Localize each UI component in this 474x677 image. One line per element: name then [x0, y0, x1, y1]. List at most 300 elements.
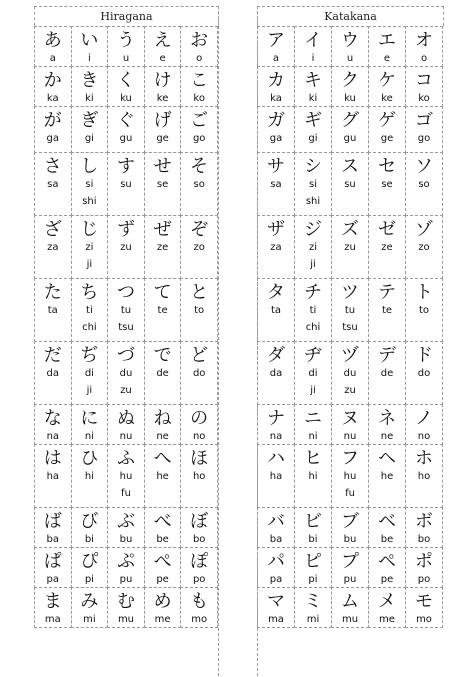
katakana-character: ム: [341, 591, 359, 612]
katakana-cell: [294, 215, 332, 279]
hiragana-romaji: ba: [46, 534, 60, 545]
katakana-cell: [257, 26, 295, 67]
katakana-cell: [368, 341, 406, 405]
hiragana-romaji: hu: [119, 471, 133, 482]
hiragana-character: せ: [153, 156, 172, 177]
katakana-row: [257, 106, 444, 152]
hiragana-row: [34, 106, 219, 152]
hiragana-romaji: chi: [82, 322, 97, 333]
hiragana-grid: [34, 26, 219, 627]
hiragana-romaji: ni: [84, 431, 94, 442]
katakana-character: プ: [341, 551, 359, 572]
katakana-cell: [257, 278, 295, 342]
katakana-cell: [368, 278, 406, 342]
katakana-romaji: zu: [344, 242, 356, 253]
katakana-cell: [294, 444, 332, 508]
katakana-character: ツ: [341, 282, 359, 303]
hiragana-romaji: zi: [85, 242, 94, 253]
katakana-row: [257, 404, 444, 444]
hiragana-romaji: pu: [119, 574, 133, 585]
katakana-character: ザ: [267, 219, 285, 240]
hiragana-cell: [34, 106, 72, 153]
hiragana-character: ぺ: [153, 551, 172, 572]
hiragana-character: き: [80, 70, 99, 91]
katakana-cell: [405, 215, 443, 279]
katakana-romaji: a: [272, 53, 280, 64]
katakana-romaji: go: [417, 133, 431, 144]
katakana-romaji: chi: [305, 322, 321, 333]
katakana-cell: [257, 341, 295, 405]
hiragana-character: べ: [153, 511, 172, 532]
hiragana-character: ぱ: [43, 551, 62, 572]
hiragana-cell: [107, 341, 145, 405]
hiragana-character: し: [80, 156, 99, 177]
katakana-romaji: ni: [308, 431, 318, 442]
hiragana-romaji: ne: [156, 431, 169, 442]
hiragana-cell: [180, 26, 218, 67]
katakana-cell: [405, 341, 443, 405]
katakana-romaji: se: [381, 179, 393, 190]
hiragana-cell: [71, 106, 109, 153]
hiragana-character: け: [153, 70, 172, 91]
katakana-character: ベ: [378, 511, 396, 532]
hiragana-character: は: [43, 448, 62, 469]
katakana-cell: [368, 547, 406, 588]
hiragana-romaji: ta: [47, 305, 58, 316]
hiragana-romaji: ji: [86, 259, 93, 270]
hiragana-character: え: [153, 30, 172, 51]
hiragana-romaji: du: [119, 368, 133, 379]
hiragana-romaji: do: [192, 368, 206, 379]
katakana-romaji: to: [418, 305, 430, 316]
katakana-cell: [368, 444, 406, 508]
katakana-romaji: so: [418, 179, 430, 190]
hiragana-character: づ: [116, 345, 135, 366]
hiragana-character: ぞ: [190, 219, 209, 240]
katakana-cell: [368, 66, 406, 107]
hiragana-character: す: [116, 156, 135, 177]
hiragana-cell: [144, 341, 182, 405]
katakana-romaji: sa: [270, 179, 282, 190]
katakana-row: [257, 278, 444, 341]
katakana-romaji: su: [344, 179, 356, 190]
hiragana-character: ざ: [43, 219, 62, 240]
katakana-character: メ: [378, 591, 396, 612]
katakana-character: ネ: [378, 408, 396, 429]
hiragana-cell: [107, 26, 145, 67]
hiragana-character: と: [190, 282, 209, 303]
katakana-character: カ: [267, 70, 285, 91]
katakana-character: ケ: [378, 70, 396, 91]
hiragana-character: ぽ: [190, 551, 209, 572]
katakana-cell: [368, 215, 406, 279]
hiragana-character: な: [43, 408, 62, 429]
hiragana-cell: [180, 547, 218, 588]
hiragana-cell: [107, 215, 145, 279]
katakana-character: ド: [415, 345, 433, 366]
katakana-cell: [294, 341, 332, 405]
katakana-romaji: ko: [418, 93, 430, 104]
katakana-character: タ: [267, 282, 285, 303]
hiragana-romaji: shi: [82, 196, 97, 207]
hiragana-cell: [180, 152, 218, 216]
hiragana-romaji: o: [196, 53, 203, 64]
katakana-romaji: pi: [308, 574, 318, 585]
katakana-cell: [331, 278, 369, 342]
katakana-romaji: bi: [308, 534, 318, 545]
hiragana-cell: [71, 587, 109, 628]
hiragana-romaji: ze: [156, 242, 169, 253]
katakana-romaji: ne: [380, 431, 394, 442]
katakana-romaji: gu: [343, 133, 357, 144]
hiragana-cell: [71, 26, 109, 67]
katakana-romaji: nu: [343, 431, 357, 442]
hiragana-cell: [107, 66, 145, 107]
katakana-cell: [257, 587, 295, 628]
katakana-romaji: mu: [341, 614, 359, 625]
katakana-romaji: si: [309, 179, 317, 190]
katakana-character: イ: [304, 30, 322, 51]
katakana-romaji: pa: [269, 574, 283, 585]
katakana-character: ハ: [267, 448, 285, 469]
katakana-row: [257, 507, 444, 547]
hiragana-character: め: [153, 591, 172, 612]
hiragana-character: ず: [116, 219, 135, 240]
hiragana-romaji: da: [46, 368, 60, 379]
katakana-row: [257, 215, 444, 278]
hiragana-cell: [144, 404, 182, 445]
hiragana-row: [34, 215, 219, 278]
katakana-character: ビ: [304, 511, 322, 532]
katakana-character: テ: [378, 282, 396, 303]
hiragana-character: が: [43, 110, 62, 131]
katakana-romaji: zi: [308, 242, 318, 253]
hiragana-character: だ: [43, 345, 62, 366]
hiragana-row: [34, 341, 219, 404]
katakana-character: ポ: [415, 551, 433, 572]
katakana-cell: [331, 507, 369, 548]
katakana-cell: [257, 404, 295, 445]
katakana-character: ノ: [415, 408, 433, 429]
hiragana-cell: [34, 547, 72, 588]
katakana-cell: [331, 26, 369, 67]
hiragana-cell: [34, 215, 72, 279]
katakana-cell: [331, 152, 369, 216]
katakana-character: ヒ: [304, 448, 322, 469]
hiragana-character: ね: [153, 408, 172, 429]
katakana-romaji: ku: [344, 93, 356, 104]
katakana-romaji: po: [417, 574, 431, 585]
hiragana-cell: [180, 215, 218, 279]
hiragana-character: て: [153, 282, 172, 303]
katakana-cell: [331, 404, 369, 445]
hiragana-romaji: mo: [191, 614, 208, 625]
katakana-character: ナ: [267, 408, 285, 429]
hiragana-romaji: ge: [156, 133, 169, 144]
katakana-character: ペ: [378, 551, 396, 572]
katakana-table: [257, 6, 444, 627]
katakana-romaji: ge: [380, 133, 394, 144]
katakana-cell: [294, 547, 332, 588]
hiragana-romaji: po: [192, 574, 206, 585]
katakana-cell: [294, 106, 332, 153]
katakana-character: チ: [304, 282, 322, 303]
hiragana-romaji: gi: [84, 133, 94, 144]
hiragana-cell: [180, 278, 218, 342]
katakana-romaji: ho: [417, 471, 431, 482]
katakana-character: モ: [415, 591, 433, 612]
katakana-character: ヅ: [341, 345, 359, 366]
katakana-romaji: ze: [381, 242, 393, 253]
hiragana-cell: [144, 215, 182, 279]
katakana-cell: [331, 106, 369, 153]
katakana-row: [257, 66, 444, 106]
hiragana-row: [34, 152, 219, 215]
katakana-row: [257, 547, 444, 587]
hiragana-character: ほ: [190, 448, 209, 469]
hiragana-romaji: tsu: [118, 322, 134, 333]
hiragana-character: か: [43, 70, 62, 91]
katakana-cell: [257, 444, 295, 508]
katakana-romaji: da: [269, 368, 283, 379]
katakana-cell: [331, 66, 369, 107]
hiragana-character: じ: [80, 219, 99, 240]
katakana-row: [257, 26, 444, 66]
hiragana-romaji: ji: [86, 385, 93, 396]
katakana-romaji: be: [380, 534, 394, 545]
hiragana-character: ぷ: [116, 551, 135, 572]
hiragana-cell: [34, 26, 72, 67]
hiragana-romaji: ma: [44, 614, 61, 625]
katakana-romaji: bu: [343, 534, 357, 545]
hiragana-romaji: ho: [192, 471, 206, 482]
katakana-character: セ: [378, 156, 396, 177]
katakana-romaji: za: [270, 242, 282, 253]
katakana-romaji: ke: [381, 93, 393, 104]
katakana-character: エ: [378, 30, 396, 51]
katakana-cell: [294, 587, 332, 628]
katakana-character: フ: [341, 448, 359, 469]
katakana-romaji: hu: [343, 471, 357, 482]
hiragana-character: ま: [43, 591, 62, 612]
katakana-character: ト: [415, 282, 433, 303]
hiragana-romaji: he: [156, 471, 169, 482]
hiragana-character: さ: [43, 156, 62, 177]
katakana-character: シ: [304, 156, 322, 177]
hiragana-row: [34, 507, 219, 547]
katakana-cell: [405, 444, 443, 508]
katakana-romaji: ga: [269, 133, 283, 144]
katakana-character: ヂ: [304, 345, 322, 366]
katakana-character: ニ: [304, 408, 322, 429]
hiragana-character: あ: [43, 30, 62, 51]
katakana-romaji: ta: [270, 305, 282, 316]
katakana-character: ア: [267, 30, 285, 51]
hiragana-character: む: [116, 591, 135, 612]
hiragana-romaji: a: [49, 53, 56, 64]
katakana-romaji: ji: [310, 385, 316, 396]
hiragana-cell: [34, 444, 72, 508]
hiragana-character: ふ: [116, 448, 135, 469]
hiragana-character: い: [80, 30, 99, 51]
hiragana-cell: [107, 507, 145, 548]
katakana-romaji: ka: [270, 93, 282, 104]
hiragana-character: ひ: [80, 448, 99, 469]
hiragana-character: つ: [116, 282, 135, 303]
hiragana-cell: [180, 507, 218, 548]
hiragana-character: ち: [80, 282, 99, 303]
hiragana-character: ぐ: [116, 110, 135, 131]
hiragana-romaji: nu: [119, 431, 133, 442]
katakana-cell: [368, 26, 406, 67]
hiragana-romaji: ke: [156, 93, 169, 104]
hiragana-romaji: fu: [121, 488, 131, 499]
hiragana-cell: [34, 278, 72, 342]
hiragana-cell: [34, 66, 72, 107]
hiragana-romaji: zu: [120, 242, 132, 253]
katakana-character: ゲ: [378, 110, 396, 131]
katakana-romaji: mi: [306, 614, 320, 625]
katakana-cell: [368, 507, 406, 548]
katakana-character: マ: [267, 591, 285, 612]
katakana-cell: [368, 106, 406, 153]
katakana-romaji: ji: [310, 259, 316, 270]
katakana-character: ゾ: [415, 219, 433, 240]
hiragana-romaji: i: [88, 53, 91, 64]
katakana-character: グ: [341, 110, 359, 131]
katakana-cell: [331, 341, 369, 405]
hiragana-cell: [107, 106, 145, 153]
katakana-romaji: ma: [268, 614, 284, 625]
katakana-character: ゴ: [415, 110, 433, 131]
katakana-cell: [331, 444, 369, 508]
katakana-header: Katakana: [257, 6, 444, 26]
katakana-cell: [405, 278, 443, 342]
katakana-cell: [294, 507, 332, 548]
hiragana-header: Hiragana: [34, 6, 219, 26]
hiragana-character: ぴ: [80, 551, 99, 572]
katakana-romaji: te: [381, 305, 393, 316]
hiragana-romaji: hi: [84, 471, 94, 482]
katakana-row: [257, 152, 444, 215]
hiragana-cell: [144, 444, 182, 508]
hiragana-character: ば: [43, 511, 62, 532]
hiragana-romaji: zo: [193, 242, 205, 253]
hiragana-romaji: ha: [46, 471, 60, 482]
katakana-romaji: ti: [309, 305, 317, 316]
katakana-romaji: me: [379, 614, 395, 625]
hiragana-romaji: pi: [84, 574, 94, 585]
hiragana-cell: [180, 341, 218, 405]
katakana-cell: [257, 152, 295, 216]
katakana-character: サ: [267, 156, 285, 177]
hiragana-table: [34, 6, 219, 627]
hiragana-romaji: te: [157, 305, 168, 316]
katakana-cell: [257, 215, 295, 279]
katakana-romaji: ba: [269, 534, 283, 545]
hiragana-romaji: si: [85, 179, 94, 190]
katakana-cell: [405, 507, 443, 548]
hiragana-cell: [71, 404, 109, 445]
katakana-cell: [294, 26, 332, 67]
hiragana-character: ど: [190, 345, 209, 366]
katakana-romaji: he: [380, 471, 394, 482]
katakana-cell: [331, 547, 369, 588]
hiragana-romaji: e: [159, 53, 166, 64]
hiragana-cell: [144, 507, 182, 548]
katakana-character: ダ: [267, 345, 285, 366]
katakana-character: キ: [304, 70, 322, 91]
hiragana-romaji: mi: [83, 614, 96, 625]
katakana-character: デ: [378, 345, 396, 366]
hiragana-romaji: bi: [84, 534, 94, 545]
katakana-romaji: pe: [380, 574, 394, 585]
hiragana-character: へ: [153, 448, 172, 469]
hiragana-romaji: gu: [119, 133, 133, 144]
katakana-romaji: mo: [416, 614, 432, 625]
katakana-cell: [257, 66, 295, 107]
hiragana-cell: [144, 547, 182, 588]
katakana-grid: [257, 26, 444, 627]
katakana-character: ブ: [341, 511, 359, 532]
katakana-romaji: o: [420, 53, 428, 64]
hiragana-romaji: ka: [46, 93, 59, 104]
hiragana-romaji: bu: [119, 534, 133, 545]
katakana-cell: [368, 152, 406, 216]
hiragana-romaji: pa: [46, 574, 60, 585]
hiragana-character: み: [80, 591, 99, 612]
hiragana-character: ぢ: [80, 345, 99, 366]
katakana-romaji: i: [311, 53, 315, 64]
katakana-character: ズ: [341, 219, 359, 240]
katakana-romaji: ki: [308, 93, 318, 104]
hiragana-row: [34, 404, 219, 444]
katakana-character: ク: [341, 70, 359, 91]
katakana-cell: [257, 106, 295, 153]
katakana-cell: [294, 278, 332, 342]
hiragana-cell: [144, 26, 182, 67]
katakana-cell: [368, 404, 406, 445]
katakana-character: ガ: [267, 110, 285, 131]
katakana-row: [257, 587, 444, 627]
hiragana-romaji: ku: [120, 93, 132, 104]
katakana-cell: [331, 215, 369, 279]
hiragana-row: [34, 587, 219, 627]
hiragana-romaji: ti: [86, 305, 93, 316]
hiragana-cell: [71, 215, 109, 279]
katakana-cell: [405, 547, 443, 588]
katakana-cell: [331, 587, 369, 628]
hiragana-romaji: me: [154, 614, 171, 625]
hiragana-romaji: bo: [192, 534, 206, 545]
hiragana-cell: [180, 587, 218, 628]
hiragana-character: た: [43, 282, 62, 303]
hiragana-cell: [107, 587, 145, 628]
katakana-character: ヌ: [341, 408, 359, 429]
hiragana-romaji: to: [194, 305, 205, 316]
katakana-character: パ: [267, 551, 285, 572]
katakana-romaji: de: [380, 368, 394, 379]
hiragana-cell: [180, 106, 218, 153]
hiragana-romaji: de: [156, 368, 169, 379]
hiragana-cell: [34, 404, 72, 445]
hiragana-character: う: [116, 30, 135, 51]
katakana-romaji: hi: [308, 471, 318, 482]
hiragana-cell: [34, 152, 72, 216]
hiragana-character: も: [190, 591, 209, 612]
hiragana-romaji: za: [47, 242, 59, 253]
hiragana-character: び: [80, 511, 99, 532]
